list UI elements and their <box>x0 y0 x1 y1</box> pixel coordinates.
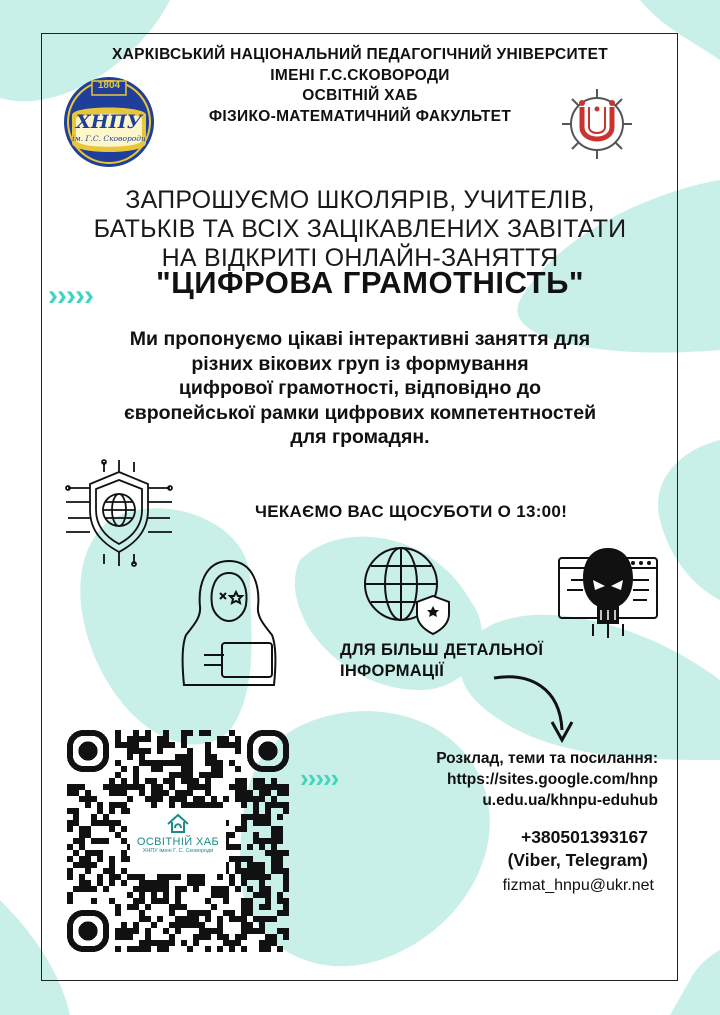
logo-year: 1804 <box>97 80 121 91</box>
hacker-laptop-icon <box>174 555 284 695</box>
invite-line-2: БАТЬКІВ ТА ВСІХ ЗАЦІКАВЛЕНИХ ЗАВІТАТИ <box>93 215 627 243</box>
more-info-line-1: ДЛЯ БІЛЬШ ДЕТАЛЬНОЇ <box>340 641 544 659</box>
description-line-1: Ми пропонуємо цікаві інтерактивні заняття для <box>129 328 591 350</box>
header-line-2: ІМЕНІ Г.С.СКОВОРОДИ <box>270 67 450 84</box>
invite-line-1: ЗАПРОШУЄМО ШКОЛЯРІВ, УЧИТЕЛІВ, <box>125 186 595 214</box>
curved-arrow-icon <box>490 668 580 748</box>
schedule-link-2[interactable]: u.edu.ua/khnpu-eduhub <box>482 792 658 809</box>
logo-abbr: ХНПУ <box>75 111 143 133</box>
email-address[interactable]: fizmat_hnpu@ukr.net <box>502 877 654 894</box>
description-line-2: різних вікових груп із формування <box>191 352 529 375</box>
description-line-4: європейської рамки цифрових компетентностей <box>123 401 597 424</box>
invite-line-3: НА ВІДКРИТІ ОНЛАЙН-ЗАНЯТТЯ <box>161 244 559 272</box>
messengers: (Viber, Telegram) <box>507 850 648 870</box>
schedule-link-1[interactable]: https://sites.google.com/hnp <box>447 771 658 788</box>
event-title: "ЦИФРОВА ГРАМОТНІСТЬ" <box>155 265 585 300</box>
schedule-label: Розклад, теми та посилання: <box>436 750 658 767</box>
shield-circuit-icon <box>64 458 174 568</box>
qr-center-subtitle: ХНПУ імені Г. С. Сковороди <box>142 848 214 854</box>
description <box>60 327 660 450</box>
logo-sub: ім. Г.С. Сковороди <box>72 134 146 143</box>
header-line-1: ХАРКІВСЬКИЙ НАЦІОНАЛЬНИЙ ПЕДАГОГІЧНИЙ УНІВЕРСИТЕТ <box>111 46 609 63</box>
globe-shield-icon <box>357 540 457 640</box>
description-line-3: цифрової грамотності, відповідно до <box>178 377 542 399</box>
qr-center-logo <box>130 808 226 874</box>
schedule-block <box>388 748 658 811</box>
qr-center-title: ОСВІТНІЙ ХАБ <box>136 836 220 848</box>
header-line-4: ФІЗИКО-МАТЕМАТИЧНИЙ ФАКУЛЬТЕТ <box>208 108 512 125</box>
skull-screen-icon <box>553 540 663 640</box>
hub-house-icon <box>166 812 190 834</box>
waiting-text: ЧЕКАЄМО ВАС ЩОСУБОТИ О 13:00! <box>255 502 568 521</box>
phone-number[interactable]: +380501393167 <box>520 827 648 847</box>
description-line-5: для громадян. <box>290 426 430 448</box>
chevrons-title: ››››› <box>48 279 93 312</box>
header-line-3: ОСВІТНІЙ ХАБ <box>302 87 418 104</box>
contact-block <box>420 826 648 872</box>
more-info-line-2: ІНФОРМАЦІЇ <box>340 662 445 680</box>
chevrons-schedule: ››››› <box>300 763 339 793</box>
